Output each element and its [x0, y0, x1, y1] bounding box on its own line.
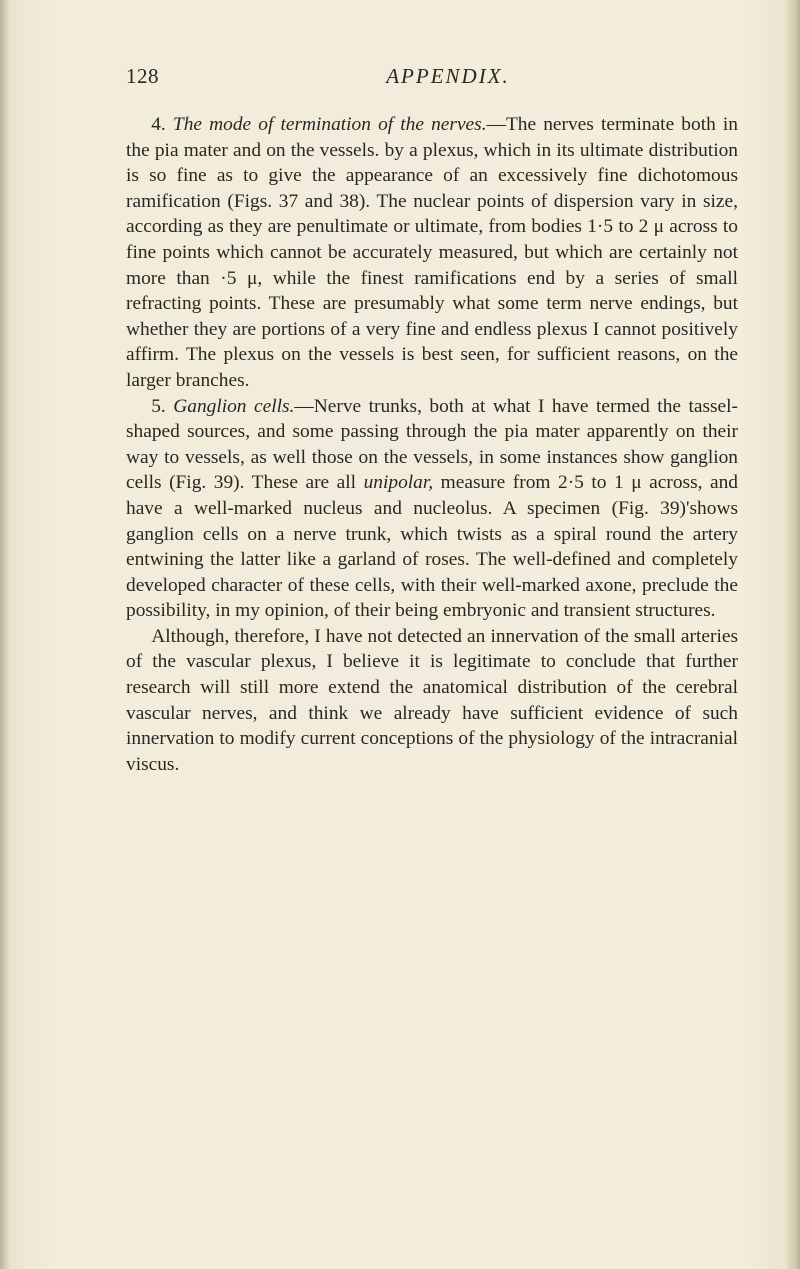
page-binding-edge	[0, 0, 10, 1269]
page-right-edge	[786, 0, 800, 1269]
paragraph-ganglion-cells	[126, 394, 738, 624]
paragraph-termination-of-nerves	[126, 112, 738, 394]
section-number: 4.	[151, 114, 166, 135]
section-title: The mode of termination of the nerves.	[172, 114, 487, 135]
paragraph-text-continued: measure from 2·5 to 1 μ across, and have a well-marked nucleus and nucleolus. A specimen (Fig. 39)'shows ganglion cells on a nerve trunk, which twists as a spiral round the artery entwining the latter like a garland of roses. The well-defined and completely developed character of these cells, with their well-marked axone, preclude the possibility, in my opinion, of their being embryonic and transient structures.	[126, 472, 738, 622]
running-head: APPENDIX.	[386, 64, 510, 88]
paragraph-text: —The nerves terminate both in the pia mater and on the vessels. by a plexus, which in its ultimate distribution is so fine as to give the appearance of an excessively fine dichotomous ramification (Figs. 37 and 38). The nuclear points of dispersion vary in size, according as they are penultimate or ultimate, from bodies 1·5 to 2 μ across to fine points which cannot be accurately measured, but which are certainly not more than ·5 μ, while the finest ramifications end by a series of small refracting points. These are presumably what some term nerve endings, but whether they are portions of a very fine and endless plexus I cannot positively affirm. The plexus on the vessels is best seen, for sufficient reasons, on the larger branches.	[126, 114, 738, 391]
paragraph-conclusion	[126, 624, 738, 778]
section-number: 5.	[151, 395, 166, 417]
page-header	[126, 64, 730, 96]
page-number: 128	[126, 64, 159, 88]
paragraph-text: —Nerve trunks, both at what I have termed the tassel-shaped sources, and some passing through the pia mater apparently on their way to vessels, as well those on the vessels, in some instances show ganglion cells (Fig. 39). These are all	[126, 395, 739, 494]
paragraph-text: Although, therefore, I have not detected an innervation of the small arteries of the vascular plexus, I believe it is legitimate to conclude that further research will still more extend the anatomical distribution of the cerebral vascular nerves, and think we already have sufficient evidence of such innervation to modify current conceptions of the physiology of the intracranial viscus.	[126, 625, 738, 775]
emphasis-unipolar: unipolar,	[363, 472, 434, 494]
body-text	[126, 112, 738, 777]
section-title: Ganglion cells.	[173, 395, 295, 417]
